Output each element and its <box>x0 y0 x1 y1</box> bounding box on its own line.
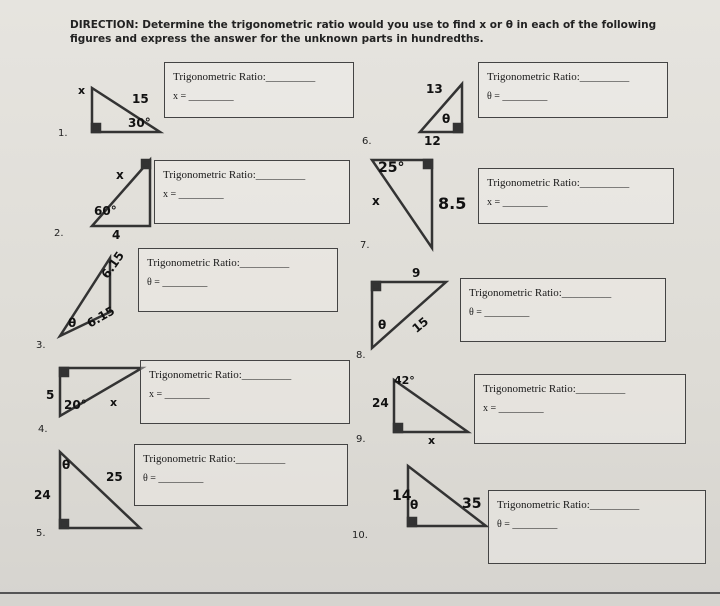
answer-box-9 <box>474 374 686 444</box>
right-angle-2 <box>142 160 150 168</box>
value-blank-3[interactable]: θ = _________ <box>147 277 208 288</box>
item-number-2: 2. <box>54 228 64 239</box>
answer-box-1 <box>164 62 354 118</box>
value-blank-5[interactable]: θ = _________ <box>143 473 204 484</box>
ratio-blank-3[interactable]: Trigonometric Ratio:_________ <box>147 257 290 269</box>
right-angle-5 <box>60 520 68 528</box>
answer-box-5 <box>134 444 348 506</box>
fig1-label-30: 30° <box>128 116 151 130</box>
answer-box-7 <box>478 168 674 224</box>
right-angle-6 <box>454 124 462 132</box>
value-blank-6[interactable]: θ = _________ <box>487 91 548 102</box>
triangle-8 <box>372 282 446 348</box>
right-angle-1 <box>92 124 100 132</box>
fig5-label-25: 25 <box>106 470 123 484</box>
answer-box-10 <box>488 490 706 564</box>
fig4-label-x: x <box>110 396 118 409</box>
answer-box-3 <box>138 248 338 312</box>
item-number-4: 4. <box>38 424 48 435</box>
right-angle-4 <box>60 368 68 376</box>
fig6-label-theta: θ <box>442 112 451 126</box>
answer-box-8 <box>460 278 666 342</box>
ratio-blank-8[interactable]: Trigonometric Ratio:_________ <box>469 287 612 299</box>
ratio-blank-7[interactable]: Trigonometric Ratio:_________ <box>487 177 630 189</box>
fig4-label-5: 5 <box>46 388 55 402</box>
item-number-7: 7. <box>360 240 370 251</box>
value-blank-1[interactable]: x = _________ <box>173 91 234 102</box>
ratio-blank-6[interactable]: Trigonometric Ratio:_________ <box>487 71 630 83</box>
fig10-label-14: 14 <box>392 488 412 504</box>
fig9-label-42: 42° <box>394 374 415 387</box>
item-number-3: 3. <box>36 340 46 351</box>
fig5-label-24: 24 <box>34 488 51 502</box>
fig8-label-15: 15 <box>409 314 432 336</box>
right-angle-10 <box>408 518 416 526</box>
right-angle-8 <box>372 282 380 290</box>
item-number-8: 8. <box>356 350 366 361</box>
fig6-label-13: 13 <box>426 82 443 96</box>
fig7-label-x: x <box>372 194 380 208</box>
fig2-label-x: x <box>116 168 124 182</box>
triangle-5 <box>60 452 140 528</box>
fig2-label-60: 60° <box>94 204 117 218</box>
item-number-10: 10. <box>352 530 368 541</box>
fig2-label-4: 4 <box>112 228 121 242</box>
value-blank-7[interactable]: x = _________ <box>487 197 548 208</box>
triangle-9 <box>394 380 468 432</box>
value-blank-4[interactable]: x = _________ <box>149 389 210 400</box>
value-blank-2[interactable]: x = _________ <box>163 189 224 200</box>
ratio-blank-10[interactable]: Trigonometric Ratio:_________ <box>497 499 640 511</box>
answer-box-6 <box>478 62 668 118</box>
ratio-blank-5[interactable]: Trigonometric Ratio:_________ <box>143 453 286 465</box>
ratio-blank-9[interactable]: Trigonometric Ratio:_________ <box>483 383 626 395</box>
right-angle-9 <box>394 424 402 432</box>
item-number-1: 1. <box>58 128 68 139</box>
fig7-label-85: 8.5 <box>438 194 467 213</box>
fig4-label-20: 20° <box>64 398 87 412</box>
ratio-blank-1[interactable]: Trigonometric Ratio:_________ <box>173 71 316 83</box>
value-blank-10[interactable]: θ = _________ <box>497 519 558 530</box>
fig10-label-theta: θ <box>410 498 419 512</box>
item-number-5: 5. <box>36 528 46 539</box>
fig8-label-9: 9 <box>412 266 421 280</box>
fig8-label-theta: θ <box>378 318 387 332</box>
fig3-label-top: 6.15 <box>98 248 128 282</box>
item-number-6: 6. <box>362 136 372 147</box>
fig10-label-35: 35 <box>462 496 482 512</box>
item-number-9: 9. <box>356 434 366 445</box>
ratio-blank-2[interactable]: Trigonometric Ratio:_________ <box>163 169 306 181</box>
fig6-label-12: 12 <box>424 134 441 148</box>
ratio-blank-4[interactable]: Trigonometric Ratio:_________ <box>149 369 292 381</box>
value-blank-9[interactable]: x = _________ <box>483 403 544 414</box>
bottom-rule <box>0 592 720 594</box>
fig1-label-15: 15 <box>132 92 149 106</box>
fig7-label-25: 25° <box>378 160 405 176</box>
right-angle-7 <box>424 160 432 168</box>
value-blank-8[interactable]: θ = _________ <box>469 307 530 318</box>
answer-box-4 <box>140 360 350 424</box>
fig5-label-theta: θ <box>62 458 71 472</box>
fig3-label-theta: θ <box>68 316 77 330</box>
fig3-label-bottom: 6.15 <box>84 303 118 331</box>
fig1-label-x: x <box>78 84 86 97</box>
direction-text: DIRECTION: Determine the trigonometric ratio would you use to find x or θ in each of the following figures and express the answer for the unknown parts in hundredths. <box>70 19 657 45</box>
fig9-label-x: x <box>428 434 436 447</box>
answer-box-2 <box>154 160 350 224</box>
fig9-label-24: 24 <box>372 396 389 410</box>
